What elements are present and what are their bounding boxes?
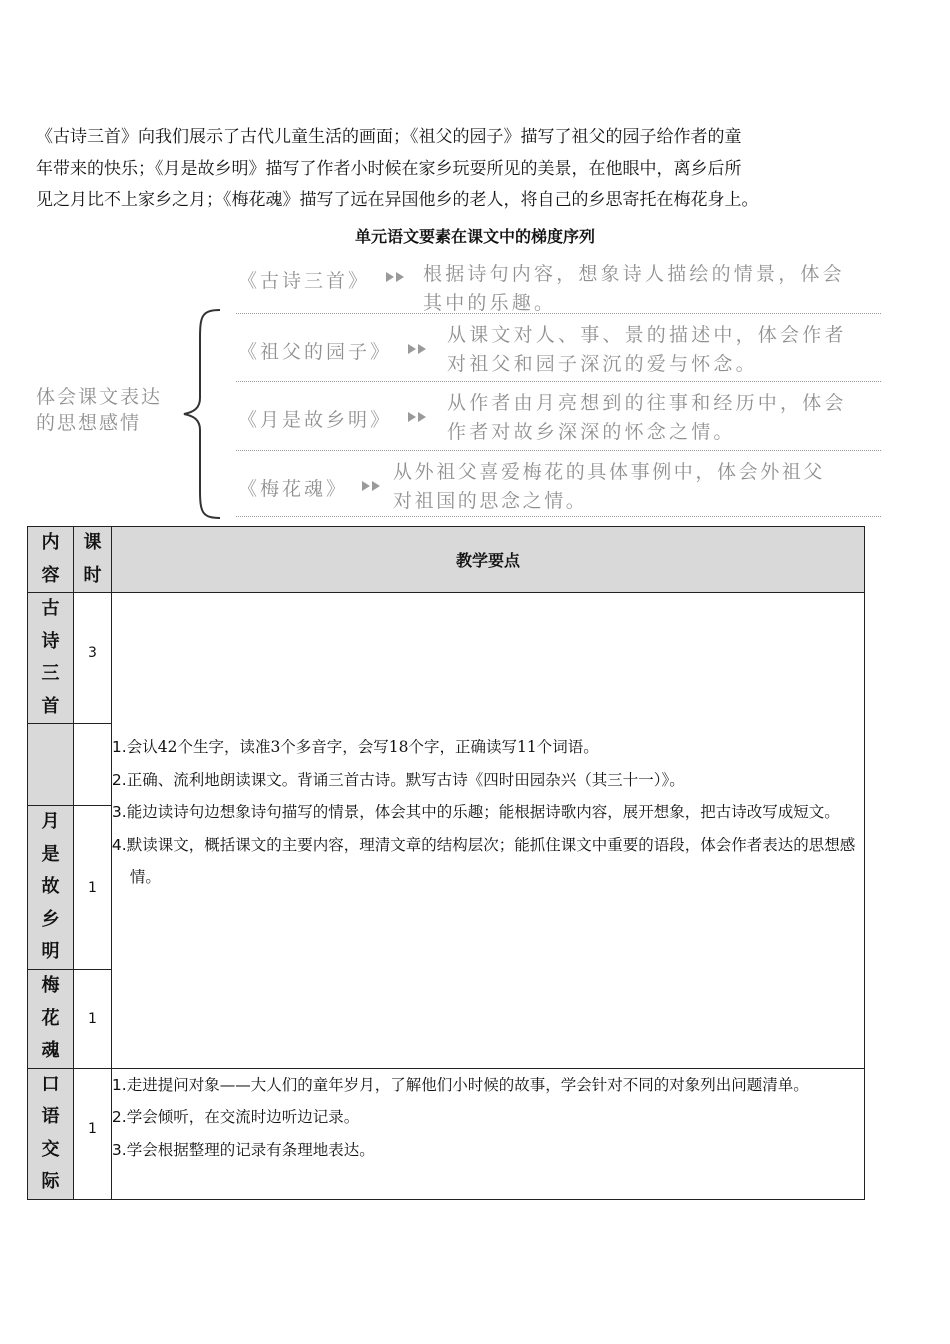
item-number: 3. <box>111 803 127 821</box>
oral-points-list <box>112 1069 864 1167</box>
dotted-divider <box>236 381 881 382</box>
diagram-row-title: 《古诗三首》 <box>238 270 371 292</box>
item-number: 2. <box>111 770 127 789</box>
row-content <box>28 593 74 724</box>
row-hours: 1 <box>73 970 111 1069</box>
desc-line: 从课文对人、事、景的描述中，体会作者 <box>447 324 847 346</box>
list-item <box>112 1101 864 1134</box>
row-content-text: 口 语 交 际 <box>41 1073 60 1192</box>
row-content <box>28 1068 74 1199</box>
desc-line: 从外祖父喜爱梅花的具体事例中，体会外祖父 <box>393 461 826 483</box>
list-item <box>112 829 864 894</box>
row-content-text: 月 是 故 乡 明 <box>41 811 60 963</box>
item-text: 会认42个生字，读准3个多音字，会写18个字，正确读写11个词语。 <box>126 738 599 756</box>
item-number: 1. <box>111 738 127 756</box>
item-number: 1. <box>111 1075 127 1094</box>
intro-line: 见之月比不上家乡之月；《梅花魂》描写了远在异国他乡的老人，将自己的乡思寄托在梅花身上。 <box>36 190 759 210</box>
item-text: 正确、流利地朗读课文。背诵三首古诗。默写古诗《四时田园杂兴（其三十一）》。 <box>126 770 685 789</box>
desc-line: 作者对故乡深深的怀念之情。 <box>447 421 736 443</box>
row-content <box>28 806 74 970</box>
row-content-text: 梅 花 魂 <box>41 975 60 1061</box>
row-content <box>28 724 74 806</box>
reading-points-list <box>112 731 864 894</box>
list-item <box>112 1134 864 1167</box>
header-hours <box>73 527 111 593</box>
diagram-row-desc <box>447 389 847 447</box>
left-label-line: 体会课文表达 <box>36 386 163 408</box>
double-arrow-icon <box>408 411 430 423</box>
row-hours <box>73 724 111 806</box>
intro-line: 年带来的快乐；《月是故乡明》描写了作者小时候在家乡玩耍所见的美景，在他眼中，离乡后所 <box>36 158 742 179</box>
list-item <box>112 1069 864 1102</box>
dotted-divider <box>236 450 881 451</box>
double-arrow-icon <box>362 480 384 492</box>
row-hours: 3 <box>73 593 111 724</box>
diagram-row-desc <box>423 260 845 318</box>
item-text: 走进提问对象——大人们的童年岁月，了解他们小时候的故事，学会针对不同的对象列出问题清单。 <box>126 1075 809 1094</box>
diagram-row-title: 《梅花魂》 <box>238 478 349 500</box>
header-points: 教学要点 <box>111 527 864 593</box>
row-hours: 1 <box>73 806 111 970</box>
intro-paragraph <box>36 122 876 217</box>
intro-line: 《古诗三首》向我们展示了古代儿童生活的画面；《祖父的园子》描写了祖父的园子给作者的童 <box>36 127 742 147</box>
item-number: 3. <box>111 1140 127 1159</box>
row-content-text: 古 诗 三 首 <box>41 598 60 717</box>
diagram-row-yue <box>236 393 881 453</box>
dotted-divider <box>236 516 881 517</box>
teaching-plan-table <box>27 526 865 1200</box>
list-item <box>112 764 864 797</box>
row-content <box>28 970 74 1069</box>
diagram-row-title: 《月是故乡明》 <box>238 409 393 431</box>
diagram-row-desc <box>393 458 825 516</box>
table-header-row <box>28 527 865 593</box>
diagram-row-meihua <box>236 462 881 522</box>
table-row <box>28 593 865 724</box>
curly-brace-icon <box>180 308 224 520</box>
oral-points-cell <box>111 1068 864 1199</box>
desc-line: 从作者由月亮想到的往事和经历中，体会 <box>447 392 847 414</box>
diagram-left-label <box>36 384 186 436</box>
diagram-title: 单元语文要素在课文中的梯度序列 <box>354 227 595 246</box>
diagram-row-title: 《祖父的园子》 <box>238 341 393 363</box>
double-arrow-icon <box>408 343 430 355</box>
desc-line: 其中的乐趣。 <box>423 292 557 314</box>
item-text: 学会根据整理的记录有条理地表达。 <box>126 1140 375 1159</box>
left-label-line: 的思想感情 <box>36 412 142 434</box>
desc-line: 对祖国的思念之情。 <box>393 490 588 512</box>
item-text: 默读课文，概括课文的主要内容，理清文章的结构层次；能抓住课文中重要的语段，体会作者表达的思想感情。 <box>126 835 856 886</box>
header-hours-text: 课 时 <box>83 532 102 586</box>
item-text: 能边读诗句边想象诗句描写的情景，体会其中的乐趣；能根据诗歌内容，展开想象，把古诗改写成短文。 <box>126 803 840 821</box>
desc-line: 根据诗句内容，想象诗人描绘的情景，体会 <box>423 263 845 285</box>
header-content-text: 内 容 <box>41 532 60 586</box>
item-number: 4. <box>111 835 127 854</box>
list-item <box>112 796 864 829</box>
diagram-row-desc <box>447 321 847 379</box>
item-number: 2. <box>111 1108 127 1126</box>
list-item <box>112 731 864 764</box>
desc-line: 对祖父和园子深沉的爱与怀念。 <box>447 353 758 375</box>
row-hours: 1 <box>73 1068 111 1199</box>
diagram-row-zufu <box>236 324 881 387</box>
table-row <box>28 1068 865 1199</box>
reading-points-cell <box>111 593 864 1069</box>
dotted-divider <box>236 313 881 314</box>
item-text: 学会倾听，在交流时边听边记录。 <box>126 1108 360 1126</box>
double-arrow-icon <box>386 271 408 283</box>
header-content <box>28 527 74 593</box>
